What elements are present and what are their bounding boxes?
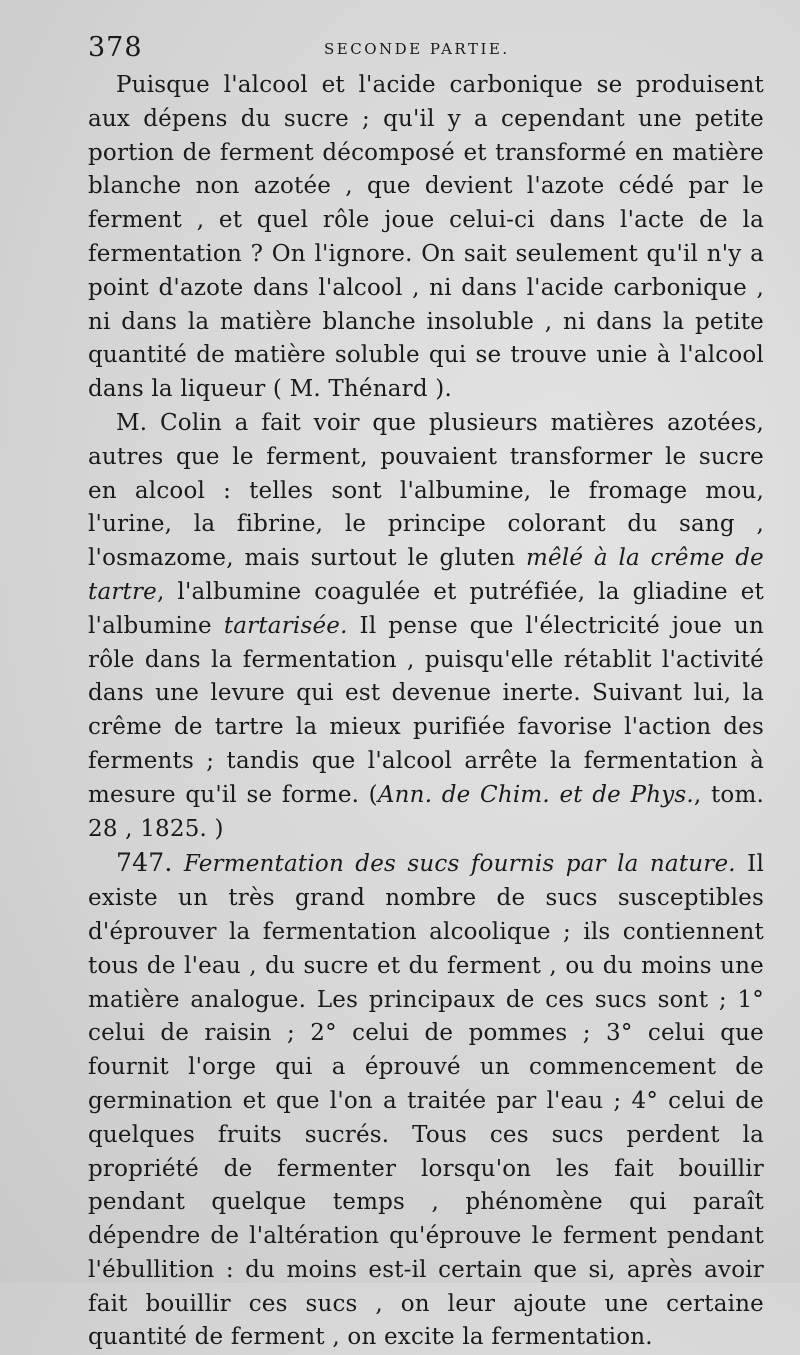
running-head	[88, 32, 764, 64]
paragraph-747-text: Il existe un très grand nombre de sucs susceptibles d'éprouver la fermentation alcoolique ; ils contiennent tous de l'eau , du sucre et du ferment , ou du moins une matière analogue. Les principaux de ces sucs sont ; 1° celui de raisin ; 2° celui de pommes ; 3° celui que fournit l'orge qui a éprouvé un commencement de germination et que l'on a traitée par l'eau ; 4° celui de quelques fruits sucrés. Tous ces sucs perdent la propriété de fermenter lorsqu'on les fait bouillir pendant quelque temps , phénomène qui paraît dépendre de l'altération qu'éprouve le ferment pendant l'ébullition : du moins est-il certain que si, après avoir fait bouillir ces sucs , on leur ajoute une certaine quantité de ferment , on excite la fermentation.	[88, 851, 764, 1351]
paragraph-thenard-text: Puisque l'alcool et l'acide carbonique se produisent aux dépens du sucre ; qu'il y a cependant une petite portion de ferment décomposé et transformé en matière blanche non azotée , que devient l'azote cédé par le ferment , et quel rôle joue celui-ci dans l'acte de la fermentation ? On l'ignore. On sait seulement qu'il n'y a point d'azote dans l'alcool , ni dans l'acide carbonique , ni dans la matière blanche insoluble , ni dans la petite quantité de matière soluble qui se trouve unie à l'alcool dans la liqueur ( M. Thénard ).	[88, 72, 764, 403]
paragraph-thenard	[88, 69, 764, 407]
paragraph-747	[88, 846, 764, 1355]
page-number: 378	[88, 32, 143, 63]
paragraph-colin-text-1: M. Colin a fait voir que plusieurs matières azotées, autres que le ferment, pouvaient transformer le sucre en alcool : telles sont l'albumine, le fromage mou, l'urine, la fibrine, le principe colorant du sang , l'osmazome, mais surtout le gluten	[88, 409, 764, 572]
paragraph-colin	[88, 407, 764, 846]
paragraph-colin-italic-1: mêlé à la crême de tartre	[88, 545, 764, 605]
paragraph-colin-italic-2: tartarisée.	[223, 612, 348, 639]
paragraph-colin-text-4: , tom. 28 , 1825. )	[88, 781, 764, 842]
paragraph-colin-text-2: , l'albumine coagulée et putréfiée, la gliadine et l'albumine	[88, 578, 764, 639]
paragraph-colin-text-3: Il pense que l'électricité joue un rôle dans la fermentation , puisqu'elle rétablit l'activité dans une levure qui est devenue inerte. Suivant lui, la crême de tartre la mieux purifiée favorise l'action des ferments ; tandis que l'alcool arrête la fermentation à mesure qu'il se forme. (	[88, 612, 764, 808]
paragraph-colin-citation: Ann. de Chim. et de Phys.	[377, 781, 694, 808]
running-title: SECONDE PARTIE.	[324, 40, 510, 58]
section-number: 747.	[116, 848, 173, 878]
section-title: Fermentation des sucs fournis par la nature.	[183, 851, 736, 878]
body-text	[88, 69, 764, 1355]
